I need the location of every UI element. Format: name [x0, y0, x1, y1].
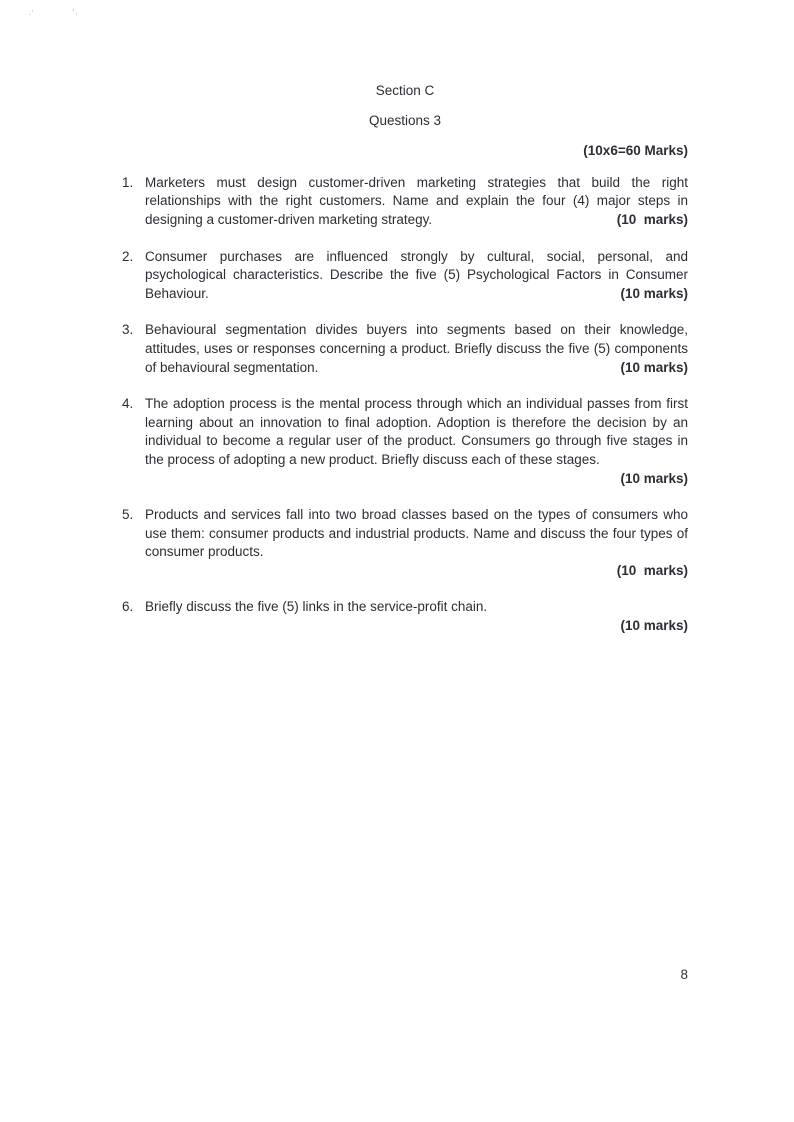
question-marks: (10 marks) [620, 470, 688, 486]
question-body [145, 598, 688, 635]
question-item-1 [122, 174, 688, 230]
scan-artifact: ʻ· [72, 6, 79, 20]
question-number: 1. [122, 174, 134, 190]
question-text: Marketers must design customer-driven marketing strategies that build the right relationships with the right customers. Name and explain the four (4) major steps in designing a customer-driven marketing strategy. [145, 174, 688, 227]
question-text: Consumer purchases are influenced strongly by cultural, social, personal, and psychological characteristics. Describe the five (5) Psychological Factors in Consumer Behaviour. [145, 248, 688, 301]
question-item-2 [122, 248, 688, 304]
question-body [145, 174, 688, 230]
question-marks: (10 marks) [620, 285, 688, 301]
question-text: Products and services fall into two broad classes based on the types of consumers who use them: consumer products and industrial products. Name and discuss the four types of consumer products. [145, 507, 688, 560]
question-body [145, 248, 688, 304]
question-text: Briefly discuss the five (5) links in the service-profit chain. [145, 599, 488, 615]
page-content [122, 82, 688, 654]
question-text: The adoption process is the mental process through which an individual passes from first learning about an innovation to final adoption. Adoption is therefore the decision by an individual to become a regular user of the product. Consumers go through five stages in the process of adopting a new product. Briefly discuss each of these stages. [145, 396, 688, 467]
scan-artifact: ·’ [28, 9, 34, 20]
question-number: 5. [122, 507, 134, 523]
question-item-5 [122, 506, 688, 580]
questions-title: Questions 3 [368, 112, 442, 128]
question-item-4 [122, 395, 688, 488]
scan-artifact: · [545, 992, 548, 1001]
question-number: 4. [122, 396, 134, 412]
question-number: 2. [122, 248, 134, 264]
question-body [145, 321, 688, 377]
question-number: 6. [122, 599, 134, 615]
question-number: 3. [122, 322, 134, 338]
question-marks: (10 marks) [620, 618, 688, 634]
question-body [145, 395, 688, 488]
question-item-3 [122, 321, 688, 377]
question-marks: (10 marks) [620, 359, 688, 375]
question-marks: (10 marks) [616, 211, 688, 227]
question-item-6 [122, 598, 688, 635]
section-title: Section C [375, 83, 435, 98]
question-list [122, 174, 688, 636]
question-text: Behavioural segmentation divides buyers into segments based on their knowledge, attitudes, uses or responses concerning a product. Briefly discuss the five (5) components of behavioural segmentation. [145, 322, 688, 375]
question-marks: (10 marks) [616, 562, 688, 578]
total-marks: (10x6=60 Marks) [583, 143, 688, 159]
question-body [145, 506, 688, 580]
page-number: 8 [680, 967, 688, 982]
